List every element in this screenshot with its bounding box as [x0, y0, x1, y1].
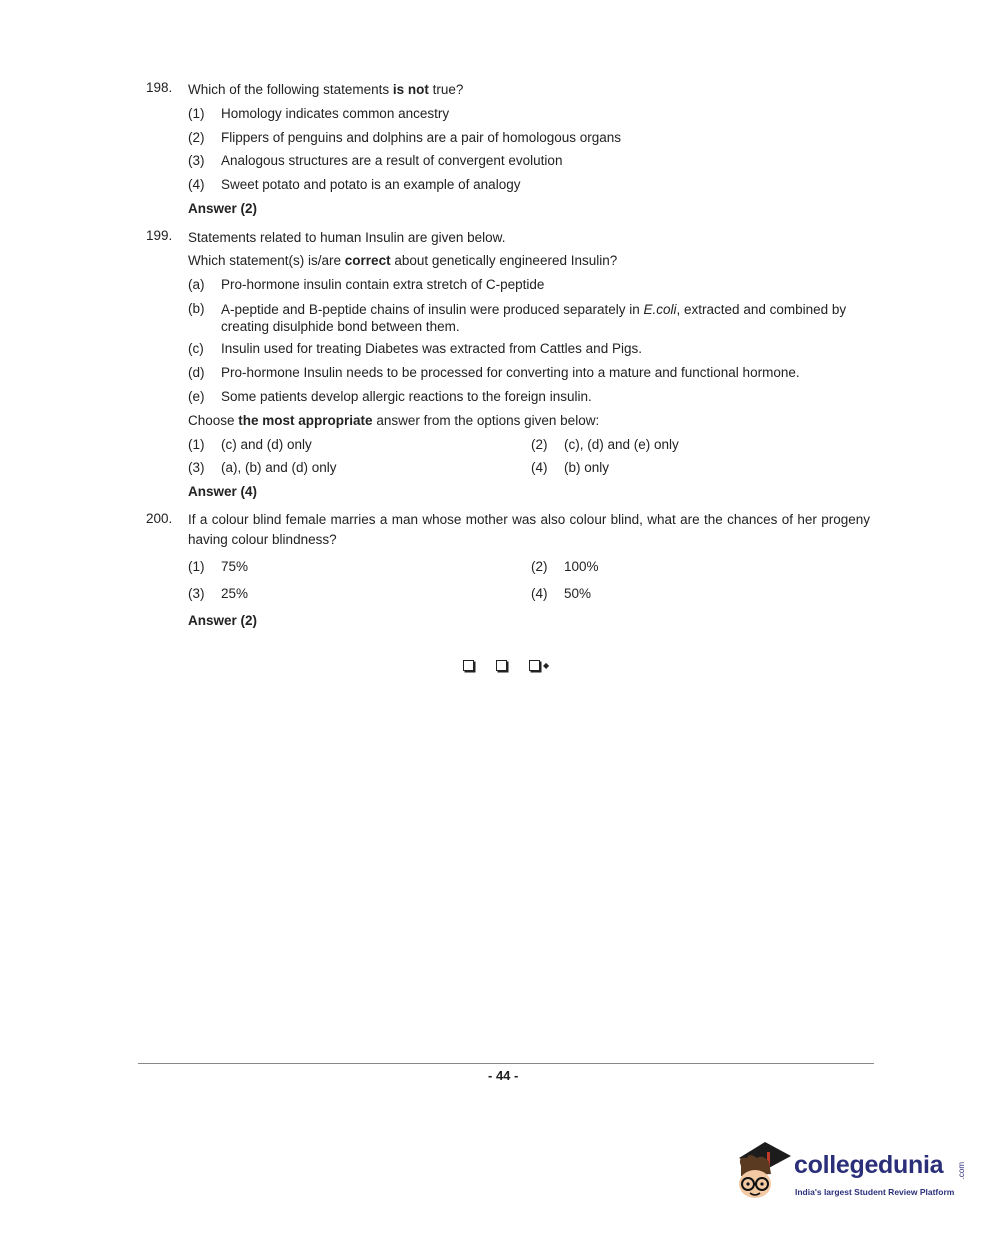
statement-label: (d)	[188, 365, 205, 380]
question-number: 198.	[146, 80, 173, 95]
statement-label: (b)	[188, 301, 205, 316]
option-text: (a), (b) and (d) only	[221, 460, 337, 475]
option-label: (2)	[188, 130, 205, 145]
question-stem: Which of the following statements is not true?	[188, 82, 464, 97]
answer: Answer (2)	[188, 201, 258, 216]
option-text: (b) only	[564, 460, 610, 475]
statement-text: Pro-hormone insulin contain extra stretch of C-peptide	[221, 277, 545, 292]
option-label: (1)	[188, 106, 205, 121]
option-label: (4)	[531, 460, 548, 475]
footer-divider	[138, 1063, 874, 1064]
statement-label: (e)	[188, 389, 205, 404]
brand-suffix: .com	[957, 1162, 966, 1180]
option-text: Homology indicates common ancestry	[221, 106, 450, 121]
option-label: (4)	[188, 177, 205, 192]
option-label: (3)	[188, 153, 205, 168]
checkbox-ornament-icon	[529, 660, 540, 671]
checkbox-ornament-icon	[463, 660, 474, 671]
option-text: 100%	[564, 559, 599, 574]
statement-label: (c)	[188, 341, 204, 356]
option-label: (3)	[188, 460, 205, 475]
brand-tagline: India's largest Student Review Platform	[795, 1187, 955, 1197]
option-text: 75%	[221, 559, 249, 574]
collegedunia-mascot-icon	[733, 1136, 793, 1210]
option-label: (2)	[531, 559, 548, 574]
brand-name: collegedunia	[794, 1151, 944, 1179]
option-text: 50%	[564, 586, 592, 601]
statement-text: A-peptide and B-peptide chains of insulin were produced separately in E.coli, extracted and combined by creating disulphide bond between them.	[221, 302, 847, 334]
option-text: (c) and (d) only	[221, 437, 312, 452]
diamond-icon: ◆	[543, 661, 550, 670]
option-text: Flippers of penguins and dolphins are a pair of homologous organs	[221, 130, 622, 145]
answer: Answer (2)	[188, 613, 258, 628]
option-text: (c), (d) and (e) only	[564, 437, 679, 452]
option-text: Sweet potato and potato is an example of analogy	[221, 177, 521, 192]
question-number: 200.	[146, 511, 173, 526]
statement-text: Pro-hormone Insulin needs to be processed for converting into a mature and functional hormone.	[221, 365, 800, 380]
statement-text: Insulin used for treating Diabetes was extracted from Cattles and Pigs.	[221, 341, 642, 356]
option-label: (3)	[188, 586, 205, 601]
question-stem: If a colour blind female marries a man whose mother was also colour blind, what are the chances of her progeny having colour blindness?	[188, 512, 870, 547]
choose-instruction: Choose the most appropriate answer from the options given below:	[188, 413, 600, 428]
option-label: (1)	[188, 437, 205, 452]
question-stem: Which statement(s) is/are correct about genetically engineered Insulin?	[188, 253, 618, 268]
statement-text: Some patients develop allergic reactions to the foreign insulin.	[221, 389, 592, 404]
question-number: 199.	[146, 228, 173, 243]
question-intro: Statements related to human Insulin are given below.	[188, 230, 506, 245]
checkbox-ornament-icon	[496, 660, 507, 671]
option-text: 25%	[221, 586, 249, 601]
page-number: - 44 -	[488, 1068, 519, 1083]
answer: Answer (4)	[188, 484, 258, 499]
option-label: (2)	[531, 437, 548, 452]
statement-label: (a)	[188, 277, 205, 292]
option-text: Analogous structures are a result of convergent evolution	[221, 153, 563, 168]
option-label: (4)	[531, 586, 548, 601]
option-label: (1)	[188, 559, 205, 574]
